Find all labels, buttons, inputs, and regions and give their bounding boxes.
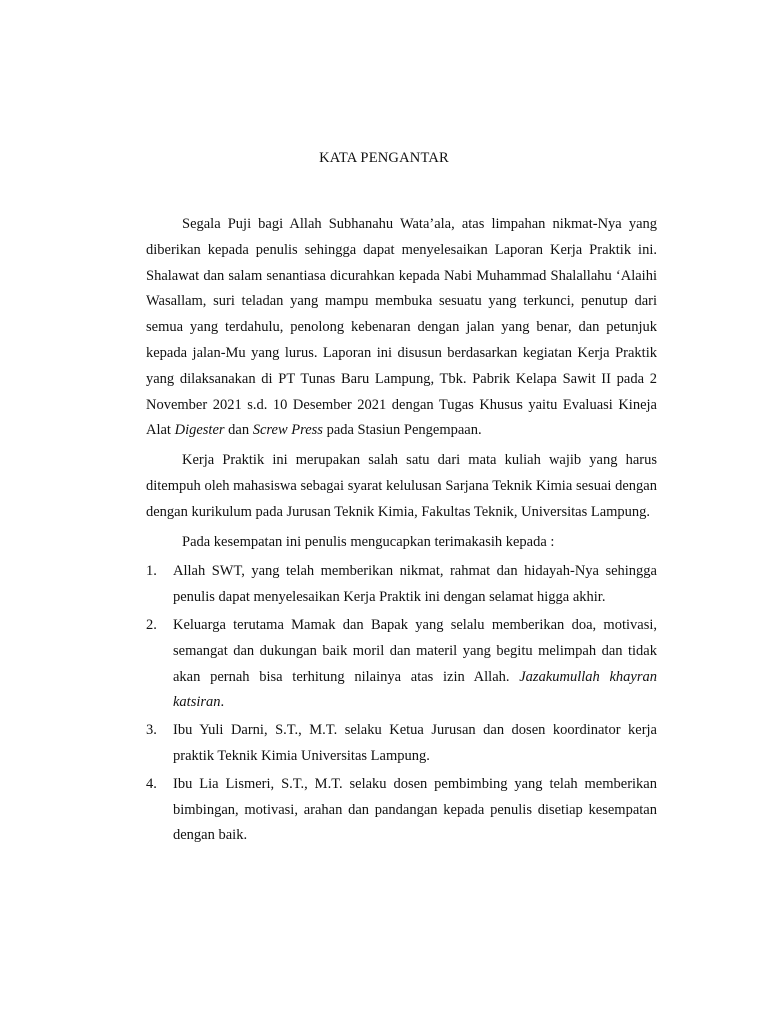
- list-item: [146, 772, 657, 849]
- paragraph-2: Kerja Praktik ini merupakan salah satu dari mata kuliah wajib yang harus ditempuh oleh mahasiswa sebagai syarat kelulusan Sarjana Teknik Kimia sesuai dengan dengan kurikulum pada Jurusan Teknik Kimia, Fakultas Teknik, Universitas Lampung.: [146, 452, 657, 520]
- list-item-text: Keluarga terutama Mamak dan Bapak yang selalu memberikan doa, motivasi, semangat dan dukungan baik moril dan materil yang begitu melimpah dan tidak akan pernah bisa terhitung nilainya atas izin Allah.: [173, 616, 657, 685]
- list-item-number: 3.: [146, 722, 157, 739]
- paragraph-1-italic-screw-press: Screw Press: [252, 422, 323, 439]
- paragraph-1-text-a: Segala Puji bagi Allah Subhanahu Wata’ala, atas limpahan nikmat-Nya yang diberikan kepada penulis sehingga dapat menyelesaikan Laporan Kerja Praktik ini. Shalawat dan salam senantiasa dicurahkan kepada Nabi Muhammad Shalallahu ‘Alaihi Wasallam, suri teladan yang mampu membuka sesuatu yang terkunci, penutup dari semua yang terdahulu, penolong kebenaran dengan jalan yang benar, dan petunjuk kepada jalan-Mu yang lurus. Laporan ini disusun berdasarkan kegiatan Kerja Praktik yang dilaksanakan di PT Tunas Baru Lampung, Tbk. Pabrik Kelapa Sawit II pada 2 November 2021 s.d. 10 Desember 2021 dengan Tugas Khusus yaitu Evaluasi Kineja Alat: [146, 216, 657, 439]
- list-item-text: Allah SWT, yang telah memberikan nikmat, rahmat dan hidayah-Nya sehingga penulis dapat menyelesaikan Kerja Praktik ini dengan selamat higga akhir.: [173, 563, 657, 606]
- page-title: KATA PENGANTAR: [319, 150, 449, 166]
- list-item-number: 2.: [146, 616, 157, 633]
- list-item: [146, 613, 657, 716]
- paragraph-1-italic-digester: Digester: [174, 422, 225, 439]
- list-item-number: 4.: [146, 775, 157, 792]
- list-item: [146, 559, 657, 611]
- list-item-italic-phrase: Jazakumullah khayran katsiran: [173, 668, 658, 711]
- list-item-text: Ibu Yuli Darni, S.T., M.T. selaku Ketua Jurusan dan dosen koordinator kerja praktik Teknik Kimia Universitas Lampung.: [173, 722, 657, 764]
- paragraph-1: [146, 212, 657, 444]
- acknowledgement-intro: Pada kesempatan ini penulis mengucapkan terimakasih kepada :: [182, 533, 555, 550]
- list-item: [146, 718, 657, 770]
- paragraph-1-text-c: pada Stasiun Pengempaan.: [322, 422, 482, 439]
- paragraph-1-text-b: dan: [224, 422, 253, 439]
- list-item-number: 1.: [146, 563, 157, 580]
- list-item-suffix: .: [220, 694, 225, 711]
- document-body: [146, 212, 657, 851]
- acknowledgement-list: [146, 559, 657, 849]
- list-item-text: Ibu Lia Lismeri, S.T., M.T. selaku dosen pembimbing yang telah memberikan bimbingan, motivasi, arahan dan pandangan kepada penulis disetiap kesempatan dengan baik.: [173, 775, 657, 844]
